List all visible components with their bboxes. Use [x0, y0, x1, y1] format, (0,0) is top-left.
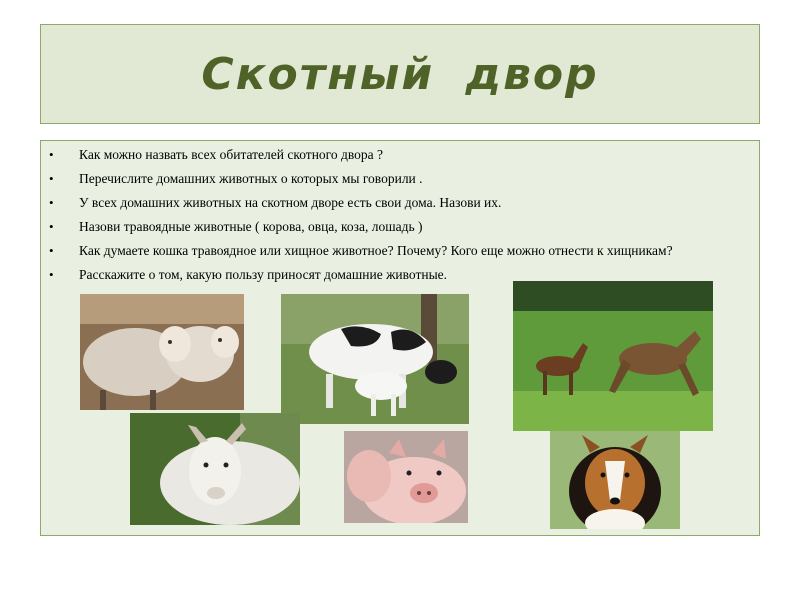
bullet-text: Расскажите о том, какую пользу приносят домашние животные. [79, 267, 448, 282]
bullet-item [41, 147, 759, 163]
bullet-text: У всех домашних животных на скотном дворе есть свои дома. Назови их. [79, 195, 502, 210]
bullet-dot: • [49, 243, 54, 258]
bullet-item [41, 243, 759, 259]
slide-title: Скотный двор [201, 48, 599, 100]
pig-photo [344, 431, 468, 523]
bullet-text: Как думаете кошка травоядное или хищное животное? Почему? Кого еще можно отнести к хищникам? [79, 243, 673, 258]
bullet-text: Как можно назвать всех обитателей скотного двора ? [79, 147, 384, 162]
bullet-dot: • [49, 219, 54, 234]
bullet-item [41, 219, 759, 235]
dog-photo [550, 431, 680, 529]
goat-photo [130, 413, 300, 525]
bullet-list [41, 141, 759, 283]
bullet-item [41, 195, 759, 211]
cow-photo [281, 294, 469, 424]
bullet-text: Назови травоядные животные ( корова, овца, коза, лошадь ) [79, 219, 423, 234]
bullet-dot: • [49, 267, 54, 282]
bullet-dot: • [49, 195, 54, 210]
horses-photo [513, 281, 713, 431]
title-panel [40, 24, 760, 124]
bullet-dot: • [49, 171, 54, 186]
sheep-photo [80, 294, 244, 410]
bullet-dot: • [49, 147, 54, 162]
bullet-item [41, 171, 759, 187]
bullet-text: Перечислите домашних животных о которых мы говорили . [79, 171, 423, 186]
